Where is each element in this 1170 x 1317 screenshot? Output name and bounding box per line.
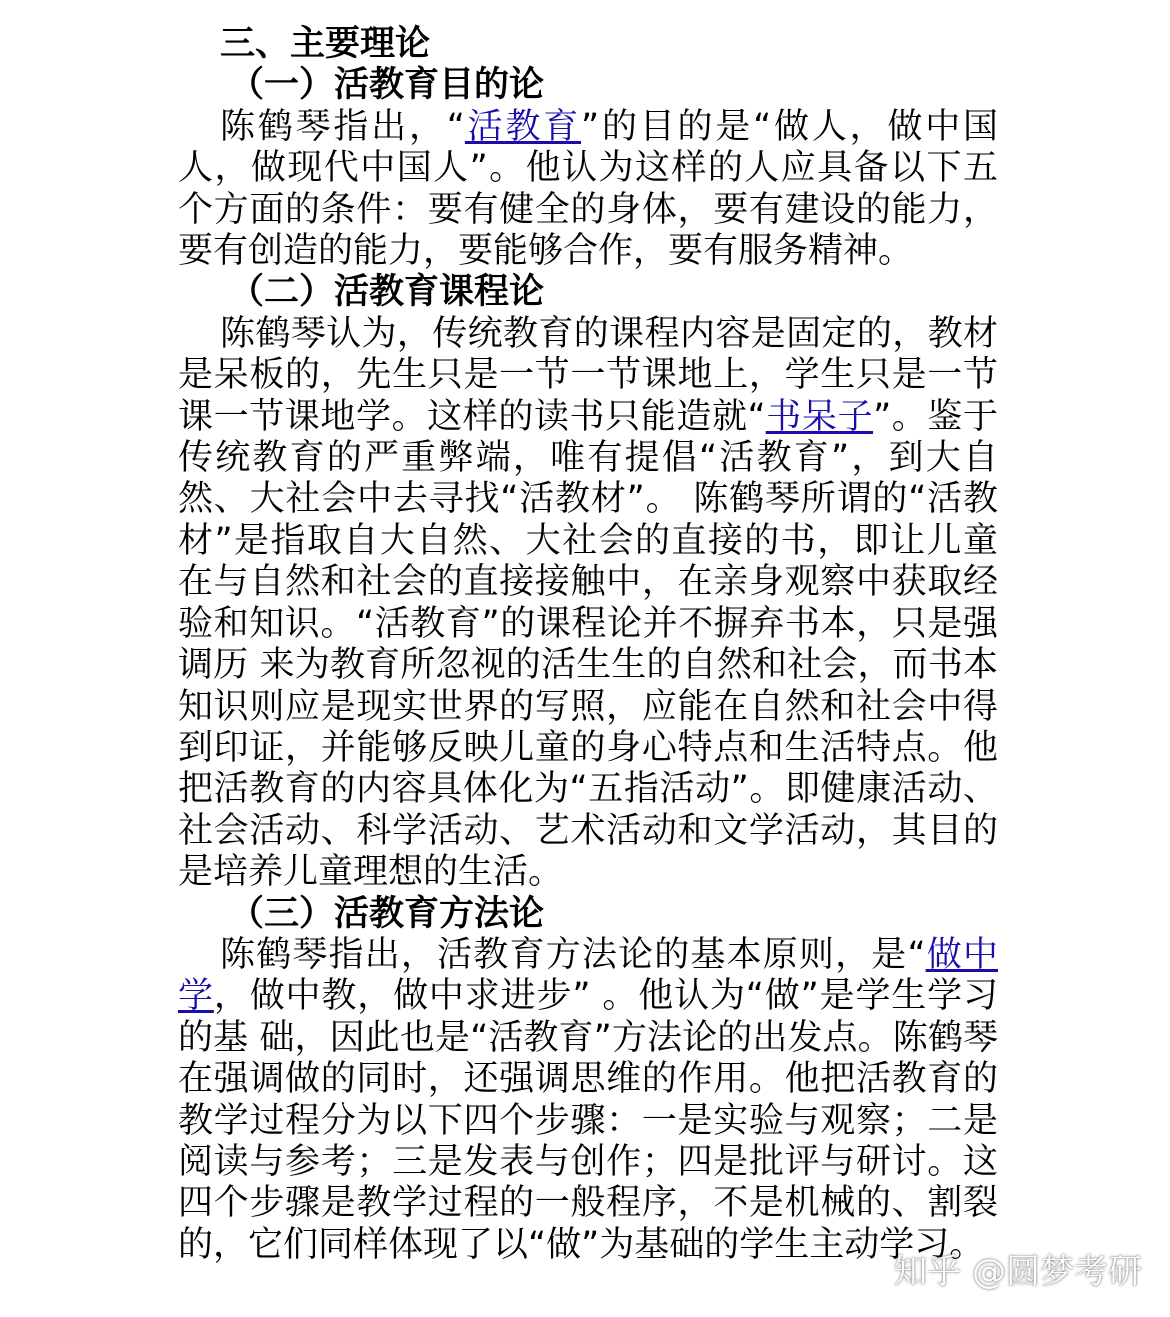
section-title: 三、主要理论 xyxy=(220,24,431,64)
paragraph-text: ，做中教，做中求进步” 。他认为“做”是学生学习的基 础，因此也是“活教育”方法论的出发点。陈鹤琴在强调做的同时，还强调思维的作用。他把活教育的教学过程分为以下四个步骤：一是实验与观察；二是阅读与参考；三是发表与创作；四是批评与研讨。这四个步骤是教学过程的一般程序，不是机械的、割裂的，它们同样体现了以“做”为基础的学生主动学习。 xyxy=(178,976,998,1265)
paragraph-text: ”的目的是“做人，做中国人，做现代中国人”。他认为这样的人应具备以下五个方面的条件：要有健全的身体，要有建设的能力，要有创造的能力，要能够合作，要有服务精神。 xyxy=(178,106,998,272)
zhihu-watermark: 知乎 @圆梦考研 xyxy=(893,1252,1142,1292)
paragraph-text: 陈鹤琴认为，传统教育的课程内容是固定的，教材是呆板的，先生只是一节一节课地上，学生只是一节课一节课地学。这样的读书只能造就“ xyxy=(178,313,998,437)
paragraph-purpose xyxy=(178,107,998,273)
link-huo-jiaoyu[interactable]: 活教育 xyxy=(464,106,582,147)
paragraph-text: ”。鉴于传统教育的严重弊端，唯有提倡“活教育”，到大自然、大社会中去寻找“活教材”。 陈鹤琴所谓的“活教材”是指取自大自然、大社会的直接的书，即让儿童在与自然和社会的直接接触中，在亲身观察中获取经验和知识。“活教育”的课程论并不摒弃书本，只是强调历 来为教育所忽视的活生生的自然和社会，而书本知识则应是现实世界的写照，应能在自然和社会中得到印证，并能够反映儿童的身心特点和生活特点。他把活教育的内容具体化为“五指活动”。即健康活动、社会活动、科学活动、艺术活动和文学活动，其目的是培养儿童理想的生活。 xyxy=(178,396,998,893)
paragraph-method xyxy=(178,935,998,1266)
subsection-heading-curriculum: （二）活教育课程论 xyxy=(229,272,545,313)
link-shu-daizi[interactable]: 书呆子 xyxy=(765,396,874,437)
paragraph-text: 陈鹤琴指出，“ xyxy=(220,106,465,147)
document-body xyxy=(178,24,998,1266)
paragraph-curriculum xyxy=(178,314,998,894)
subsection-heading-method: （三）活教育方法论 xyxy=(229,893,545,934)
subsection-heading-purpose: （一）活教育目的论 xyxy=(229,65,545,106)
link-zuo-zhong-xue[interactable]: 做中学 xyxy=(178,934,998,1017)
paragraph-text: 陈鹤琴指出，活教育方法论的基本原则，是“ xyxy=(220,934,926,975)
